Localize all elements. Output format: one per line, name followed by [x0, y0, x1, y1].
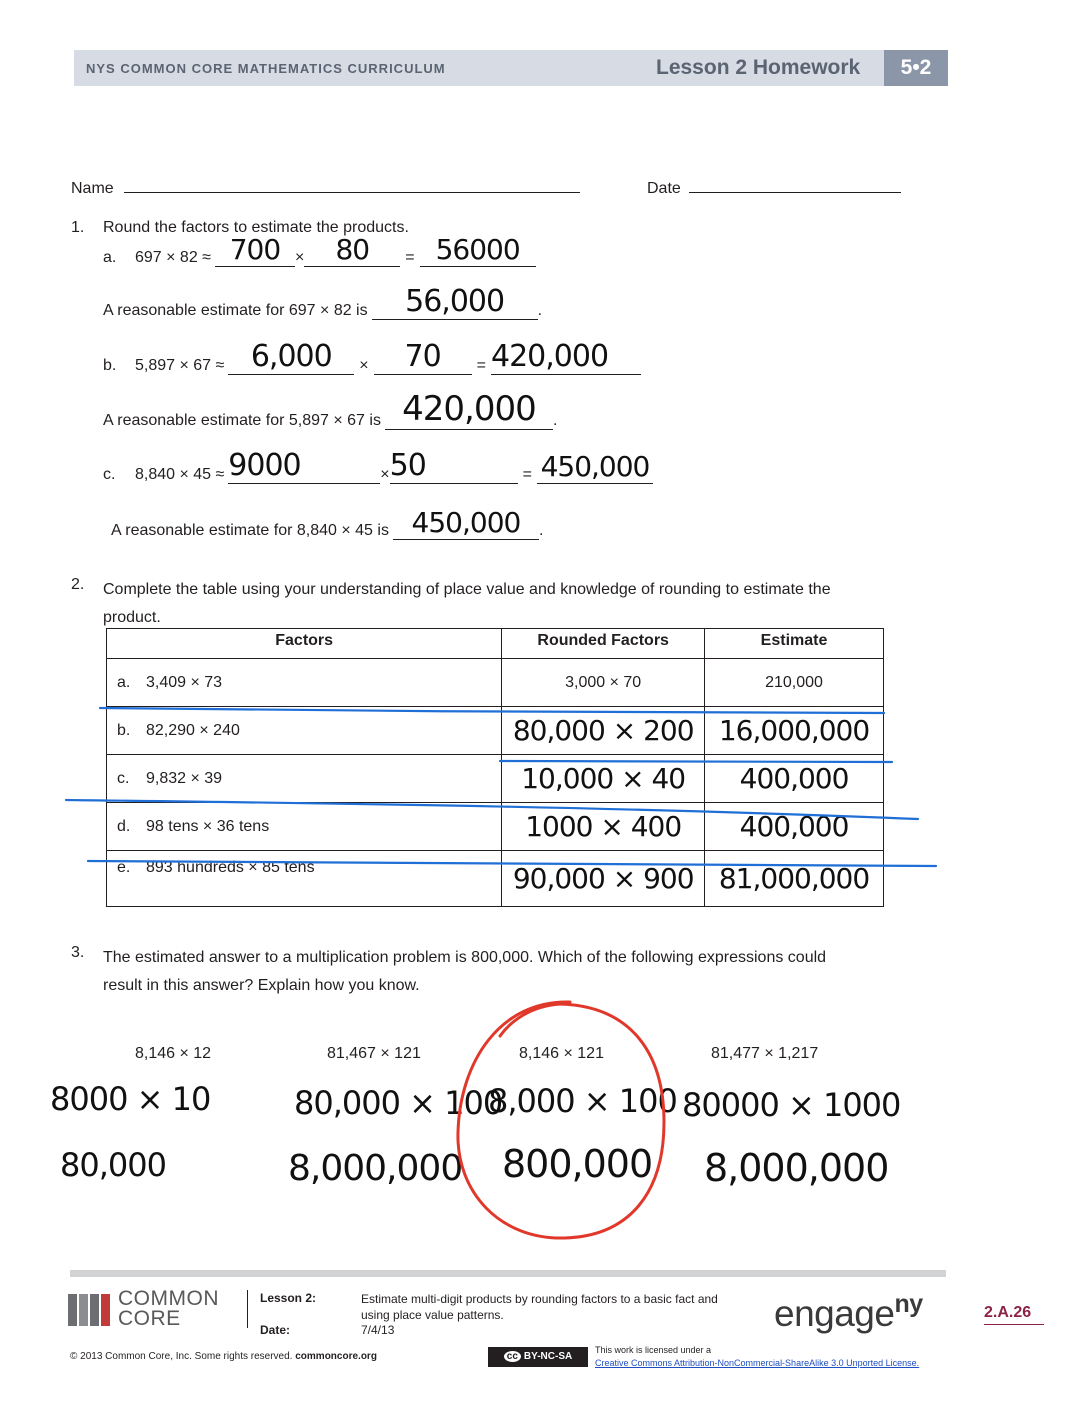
- lesson-desc-line2: using place value patterns.: [361, 1308, 504, 1322]
- row-label: d.: [117, 817, 131, 835]
- q1c-expression: 8,840 × 45 ≈: [135, 466, 225, 483]
- estimate-cell-handwritten[interactable]: 81,000,000: [705, 851, 884, 907]
- lesson-desc-line1: Estimate multi-digit products by rounding factors to a basic fact and: [361, 1292, 718, 1306]
- header-estimate: Estimate: [705, 629, 884, 659]
- q1a-expression: 697 × 82 ≈: [135, 249, 211, 266]
- module-badge: 5•2: [884, 50, 948, 86]
- row-factors: 82,290 × 240: [146, 721, 240, 739]
- q3-work-handwritten: 8,000 × 100: [488, 1082, 677, 1120]
- brand-line1: COMMON: [118, 1287, 219, 1310]
- times-sign: ×: [380, 466, 390, 483]
- q1b-estimate-answer[interactable]: 420,000: [385, 389, 553, 430]
- blue-pen-line: [500, 761, 892, 762]
- row-factors: 3,409 × 73: [146, 673, 223, 691]
- license-line1: This work is licensed under a: [595, 1345, 712, 1355]
- q1-number: 1.: [71, 219, 85, 236]
- q1-prompt: Round the factors to estimate the products.: [103, 219, 409, 236]
- q1c-factor2-answer[interactable]: 50: [390, 448, 518, 484]
- q1b-factor2-answer[interactable]: 70: [374, 339, 472, 375]
- red-circle-stroke: [458, 1002, 664, 1238]
- q1c-label: c.: [103, 466, 116, 483]
- q1b-factor1-answer[interactable]: 6,000: [228, 339, 354, 375]
- q3-result-handwritten: 8,000,000: [288, 1148, 463, 1189]
- footer-lesson-desc: [361, 1291, 718, 1323]
- q3-prompt-line1: The estimated answer to a multiplication problem is 800,000. Which of the following expressions could: [103, 949, 827, 966]
- cc-icon: cc: [504, 1351, 521, 1362]
- q1a-product-answer[interactable]: 56000: [420, 233, 536, 267]
- q1a-sentence-text: A reasonable estimate for 697 × 82 is: [103, 302, 368, 319]
- footer-divider: [247, 1290, 248, 1328]
- blue-pen-line: [88, 861, 936, 866]
- license-link[interactable]: Creative Commons Attribution-NonCommercial-ShareAlike 3.0 Unported License.: [595, 1358, 920, 1368]
- engage-wordmark: engage: [774, 1293, 895, 1334]
- q2-prompt-line2: product.: [103, 609, 161, 626]
- blue-pen-line: [100, 708, 884, 713]
- footer-date-value: 7/4/13: [361, 1323, 395, 1337]
- name-label: Name: [71, 180, 114, 197]
- times-sign: ×: [294, 249, 305, 266]
- q3-prompt-line2: result in this answer? Explain how you know.: [103, 977, 420, 994]
- q3-work-handwritten: 80000 × 1000: [682, 1086, 901, 1124]
- footer-lesson-label: Lesson 2:: [260, 1291, 317, 1305]
- brand-line2: CORE: [118, 1307, 181, 1330]
- ny-wordmark: ny: [894, 1290, 923, 1318]
- equals-sign: =: [522, 466, 532, 483]
- period: .: [552, 412, 558, 429]
- rounded-cell-handwritten[interactable]: 1000 × 400: [502, 803, 705, 851]
- q1c-factor1-answer[interactable]: 9000: [228, 448, 380, 484]
- common-core-wordmark: [118, 1289, 219, 1329]
- q1b-expression: 5,897 × 67 ≈: [135, 357, 225, 374]
- q1b-sentence-text: A reasonable estimate for 5,897 × 67 is: [103, 412, 381, 429]
- curriculum-title: NYS COMMON CORE MATHEMATICS CURRICULUM: [86, 61, 446, 76]
- q2-prompt-line1: Complete the table using your understanding of place value and knowledge of rounding to estimate the: [103, 581, 831, 598]
- q1a-factor2-answer[interactable]: 80: [304, 233, 400, 267]
- lesson-title: Lesson 2 Homework: [656, 56, 861, 79]
- q1a-estimate-answer[interactable]: 56,000: [372, 284, 538, 320]
- q3-result-handwritten: 800,000: [502, 1142, 653, 1186]
- q1c-product-answer[interactable]: 450,000: [537, 450, 653, 484]
- rounded-cell-handwritten[interactable]: 10,000 × 40: [502, 755, 705, 803]
- q3-option-expr: 8,146 × 12: [135, 1045, 212, 1062]
- rounded-cell: 3,000 × 70: [502, 659, 705, 707]
- times-sign: ×: [359, 357, 369, 374]
- row-label: a.: [117, 673, 131, 691]
- copyright-link[interactable]: commoncore.org: [295, 1351, 377, 1362]
- q3-work-handwritten: 8000 × 10: [50, 1080, 211, 1118]
- footer-rule: [70, 1270, 946, 1277]
- engageny-logo: [774, 1290, 923, 1335]
- row-label: e.: [117, 859, 131, 876]
- q1b-product-answer[interactable]: 420,000: [491, 339, 641, 375]
- footer-copyright: [70, 1351, 377, 1362]
- q3-result-handwritten: 80,000: [60, 1146, 166, 1184]
- q2-number: 2.: [71, 576, 85, 593]
- footer-date-label: Date:: [260, 1323, 291, 1337]
- estimate-cell: 210,000: [705, 659, 884, 707]
- copyright-text: © 2013 Common Core, Inc. Some rights reserved.: [70, 1351, 293, 1362]
- q1a-factor1-answer[interactable]: 700: [215, 233, 295, 267]
- q1c-sentence-text: A reasonable estimate for 8,840 × 45 is: [111, 522, 389, 539]
- row-factors: 9,832 × 39: [146, 769, 223, 787]
- estimate-cell-handwritten[interactable]: 16,000,000: [705, 707, 884, 755]
- q3-result-handwritten: 8,000,000: [704, 1146, 889, 1190]
- cc-badge-text: BY-NC-SA: [523, 1351, 573, 1362]
- q3-number: 3.: [71, 944, 85, 961]
- row-label: c.: [117, 769, 130, 787]
- page-code: 2.A.26: [984, 1304, 1044, 1325]
- q1b-label: b.: [103, 357, 117, 374]
- rounded-cell-handwritten[interactable]: 80,000 × 200: [502, 707, 705, 755]
- header-rounded-factors: Rounded Factors: [502, 629, 705, 659]
- row-factors: 893 hundreds × 85 tens: [146, 859, 315, 876]
- period: .: [537, 302, 543, 319]
- blue-pen-line: [66, 800, 918, 819]
- estimate-cell-handwritten[interactable]: 400,000: [705, 755, 884, 803]
- equals-sign: =: [476, 357, 486, 374]
- blue-pen-group: [66, 708, 936, 866]
- license-text: [595, 1344, 919, 1370]
- q3-option-expr: 81,477 × 1,217: [711, 1045, 819, 1062]
- rounded-cell-handwritten[interactable]: 90,000 × 900: [502, 851, 705, 907]
- header-factors: Factors: [107, 629, 502, 659]
- row-label: b.: [117, 721, 131, 739]
- cc-license-badge[interactable]: [488, 1347, 588, 1367]
- equals-sign: =: [405, 249, 415, 266]
- q3-option-expr: 81,467 × 121: [327, 1045, 421, 1062]
- q1a-label: a.: [103, 249, 117, 266]
- q1c-estimate-answer[interactable]: 450,000: [393, 506, 539, 540]
- common-core-logo-icon: [68, 1292, 112, 1326]
- date-label: Date: [647, 180, 681, 197]
- red-answer-circle: [450, 992, 680, 1248]
- q3-work-handwritten: 80,000 × 100: [294, 1084, 503, 1122]
- estimate-cell-handwritten[interactable]: 400,000: [705, 803, 884, 851]
- period: .: [538, 522, 544, 539]
- q3-option-expr: 8,146 × 121: [519, 1045, 604, 1062]
- row-factors: 98 tens × 36 tens: [146, 817, 270, 835]
